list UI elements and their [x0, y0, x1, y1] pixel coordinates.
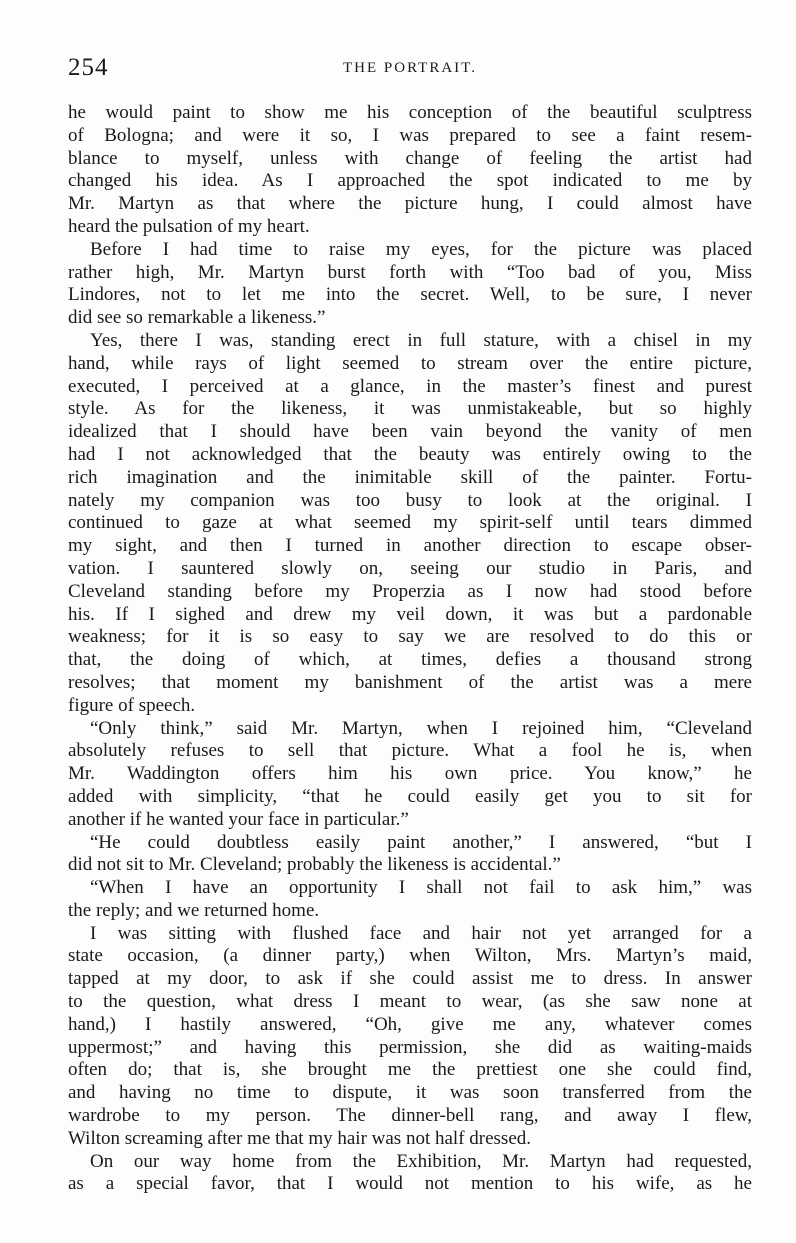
text-line: “He could doubtless easily paint another,” I answered, “but I	[90, 831, 752, 853]
text-line: On our way home from the Exhibition, Mr. Martyn had requested,	[90, 1150, 752, 1172]
body-text	[68, 102, 752, 1196]
text-line: “Only think,” said Mr. Martyn, when I rejoined him, “Cleveland	[90, 717, 752, 739]
text-line: often do; that is, she brought me the prettiest one she could find,	[68, 1059, 752, 1081]
text-line: absolutely refuses to sell that picture. What a fool he is, when	[68, 740, 752, 762]
text-line: uppermost;” and having this permission, she did as waiting-maids	[68, 1036, 752, 1058]
running-head	[68, 54, 752, 84]
text-line: did not sit to Mr. Cleveland; probably the likeness is accidental.”	[68, 854, 561, 876]
text-line: my sight, and then I turned in another direction to escape obser-	[68, 535, 752, 557]
text-line: rich imagination and the inimitable skill of the painter. Fortu-	[68, 466, 752, 488]
text-line: state occasion, (a dinner party,) when Wilton, Mrs. Martyn’s maid,	[68, 945, 752, 967]
text-line: he would paint to show me his conception of the beautiful sculptress	[68, 102, 752, 123]
text-line: executed, I perceived at a glance, in the master’s finest and purest	[68, 375, 752, 397]
text-line: had I not acknowledged that the beauty was entirely owing to the	[68, 443, 752, 465]
text-line: Lindores, not to let me into the secret. Well, to be sure, I never	[68, 284, 752, 306]
text-line: hand, while rays of light seemed to stream over the entire picture,	[68, 352, 752, 374]
text-line: idealized that I should have been vain beyond the vanity of men	[68, 421, 752, 443]
text-line: and having no time to dispute, it was soon transferred from the	[68, 1082, 752, 1104]
text-line: continued to gaze at what seemed my spirit-self until tears dimmed	[68, 512, 752, 534]
text-line: style. As for the likeness, it was unmistakeable, but so highly	[68, 398, 752, 420]
text-line: nately my companion was too busy to look at the original. I	[68, 489, 752, 511]
text-line: wardrobe to my person. The dinner-bell rang, and away I flew,	[68, 1105, 752, 1127]
running-title: THE PORTRAIT.	[343, 60, 477, 76]
text-line: did see so remarkable a likeness.”	[68, 307, 326, 329]
text-line: Mr. Martyn as that where the picture hung, I could almost have	[68, 193, 752, 215]
text-line: tapped at my door, to ask if she could assist me to dress. In answer	[68, 968, 752, 990]
text-line: rather high, Mr. Martyn burst forth with “Too bad of you, Miss	[68, 261, 752, 283]
page-number: 254	[68, 54, 109, 81]
text-line: his. If I sighed and drew my veil down, it was but a pardonable	[68, 603, 752, 625]
text-line: changed his idea. As I approached the spot indicated to me by	[68, 170, 752, 192]
text-line: of Bologna; and were it so, I was prepared to see a faint resem-	[68, 124, 752, 146]
text-line: I was sitting with flushed face and hair not yet arranged for a	[90, 922, 752, 944]
text-line: weakness; for it is so easy to say we are resolved to do this or	[68, 626, 752, 648]
text-line: Yes, there I was, standing erect in full stature, with a chisel in my	[90, 329, 752, 351]
text-line: vation. I sauntered slowly on, seeing our studio in Paris, and	[68, 557, 752, 579]
text-line: “When I have an opportunity I shall not fail to ask him,” was	[90, 877, 752, 899]
text-line: added with simplicity, “that he could easily get you to sit for	[68, 785, 752, 807]
text-line: figure of speech.	[68, 694, 196, 716]
text-line: Mr. Waddington offers him his own price. You know,” he	[68, 763, 752, 785]
text-line: resolves; that moment my banishment of the artist was a mere	[68, 671, 752, 693]
text-line: that, the doing of which, at times, defies a thousand strong	[68, 649, 752, 671]
text-line: heard the pulsation of my heart.	[68, 215, 310, 237]
text-line: hand,) I hastily answered, “Oh, give me any, whatever comes	[68, 1013, 752, 1035]
text-line: to the question, what dress I meant to wear, (as she saw none at	[68, 991, 752, 1013]
text-line: Cleveland standing before my Properzia as I now had stood before	[68, 580, 752, 602]
text-line: Wilton screaming after me that my hair was not half dressed.	[68, 1127, 532, 1149]
text-line: Before I had time to raise my eyes, for the picture was placed	[90, 238, 752, 260]
text-line: another if he wanted your face in particular.”	[68, 808, 409, 830]
text-line: the reply; and we returned home.	[68, 899, 320, 921]
text-line: blance to myself, unless with change of feeling the artist had	[68, 147, 752, 169]
text-line: as a special favor, that I would not mention to his wife, as he	[68, 1173, 752, 1195]
